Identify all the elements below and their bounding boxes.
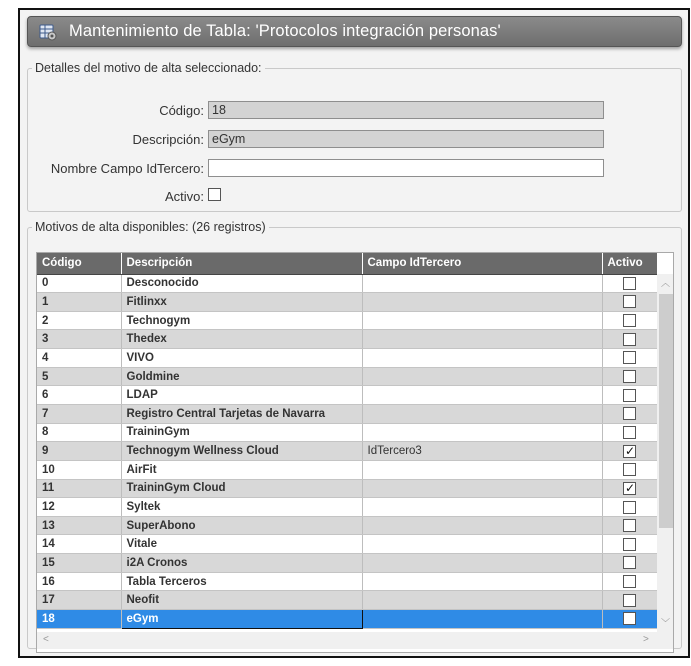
- cell-activo[interactable]: [602, 386, 657, 405]
- cell-descripcion[interactable]: i2A Cronos: [121, 554, 362, 573]
- cell-activo[interactable]: [602, 554, 657, 573]
- activo-row-checkbox[interactable]: [623, 445, 636, 458]
- cell-activo[interactable]: [602, 274, 657, 293]
- vertical-scrollbar[interactable]: [657, 274, 674, 632]
- cell-activo[interactable]: [602, 423, 657, 442]
- cell-activo[interactable]: [602, 349, 657, 368]
- cell-activo[interactable]: [602, 610, 657, 629]
- cell-activo[interactable]: [602, 442, 657, 461]
- cell-descripcion[interactable]: Desconocido: [121, 274, 362, 293]
- activo-row-checkbox[interactable]: [623, 277, 636, 290]
- table-row[interactable]: [37, 554, 657, 573]
- cell-descripcion[interactable]: Neofit: [121, 591, 362, 610]
- cell-campo-idtercero[interactable]: [362, 367, 602, 386]
- cell-campo-idtercero[interactable]: [362, 610, 602, 629]
- title-bar: [27, 16, 682, 47]
- activo-row-checkbox[interactable]: [623, 612, 636, 625]
- cell-descripcion[interactable]: TraininGym: [121, 423, 362, 442]
- cell-descripcion[interactable]: Vitale: [121, 535, 362, 554]
- table-row[interactable]: [37, 311, 657, 330]
- table-row[interactable]: [37, 274, 657, 293]
- activo-row-checkbox[interactable]: [623, 426, 636, 439]
- table-row[interactable]: [37, 404, 657, 423]
- cell-descripcion[interactable]: Thedex: [121, 330, 362, 349]
- cell-campo-idtercero[interactable]: [362, 404, 602, 423]
- cell-codigo[interactable]: 10: [37, 460, 121, 479]
- dialog-window: [18, 8, 690, 658]
- cell-activo[interactable]: [602, 479, 657, 498]
- scroll-left-icon[interactable]: <: [43, 634, 49, 645]
- cell-codigo[interactable]: 9: [37, 442, 121, 461]
- vertical-scroll-thumb[interactable]: [659, 294, 673, 528]
- activo-row-checkbox[interactable]: [623, 482, 636, 495]
- activo-row-checkbox[interactable]: [623, 463, 636, 476]
- cell-descripcion[interactable]: Technogym Wellness Cloud: [121, 442, 362, 461]
- window-title: Mantenimiento de Tabla: 'Protocolos integración personas': [69, 22, 501, 40]
- cell-codigo[interactable]: 6: [37, 386, 121, 405]
- activo-row-checkbox[interactable]: [623, 538, 636, 551]
- cell-descripcion[interactable]: LDAP: [121, 386, 362, 405]
- cell-campo-idtercero[interactable]: [362, 293, 602, 312]
- descripcion-label: Descripción:: [132, 132, 204, 147]
- activo-row-checkbox[interactable]: [623, 333, 636, 346]
- activo-row-checkbox[interactable]: [623, 575, 636, 588]
- cell-activo[interactable]: [602, 572, 657, 591]
- cell-activo[interactable]: [602, 311, 657, 330]
- descripcion-field[interactable]: [208, 130, 604, 148]
- cell-codigo[interactable]: 0: [37, 274, 121, 293]
- cell-descripcion[interactable]: eGym: [121, 610, 362, 629]
- cell-campo-idtercero[interactable]: [362, 330, 602, 349]
- cell-codigo[interactable]: 12: [37, 498, 121, 517]
- scroll-up-icon[interactable]: ︿: [661, 278, 671, 288]
- cell-campo-idtercero[interactable]: [362, 386, 602, 405]
- cell-descripcion[interactable]: Fitlinxx: [121, 293, 362, 312]
- list-group: [27, 220, 682, 649]
- cell-activo[interactable]: [602, 591, 657, 610]
- cell-codigo[interactable]: 3: [37, 330, 121, 349]
- cell-codigo[interactable]: 1: [37, 293, 121, 312]
- cell-descripcion[interactable]: Registro Central Tarjetas de Navarra: [121, 404, 362, 423]
- table-row[interactable]: [37, 293, 657, 312]
- table-row[interactable]: [37, 610, 657, 629]
- codigo-label: Código:: [159, 103, 204, 118]
- nombre-campo-field[interactable]: [208, 159, 604, 177]
- cell-campo-idtercero[interactable]: [362, 349, 602, 368]
- cell-descripcion[interactable]: AirFit: [121, 460, 362, 479]
- column-header-descripcion[interactable]: Descripción: [121, 253, 362, 274]
- table-row[interactable]: [37, 572, 657, 591]
- table-row[interactable]: [37, 516, 657, 535]
- activo-checkbox[interactable]: [208, 188, 221, 201]
- cell-campo-idtercero[interactable]: IdTercero3: [362, 442, 602, 461]
- codigo-field[interactable]: [208, 101, 604, 119]
- cell-codigo[interactable]: 4: [37, 349, 121, 368]
- cell-descripcion[interactable]: Technogym: [121, 311, 362, 330]
- cell-campo-idtercero[interactable]: [362, 311, 602, 330]
- records-grid[interactable]: [36, 252, 674, 653]
- table-row[interactable]: [37, 460, 657, 479]
- table-settings-icon: [38, 22, 58, 42]
- cell-campo-idtercero[interactable]: [362, 274, 602, 293]
- activo-row-checkbox[interactable]: [623, 314, 636, 327]
- cell-campo-idtercero[interactable]: [362, 423, 602, 442]
- cell-campo-idtercero[interactable]: [362, 572, 602, 591]
- table-row[interactable]: [37, 367, 657, 386]
- activo-row-checkbox[interactable]: [623, 519, 636, 532]
- table-row[interactable]: [37, 442, 657, 461]
- table-row[interactable]: [37, 535, 657, 554]
- table-row[interactable]: [37, 423, 657, 442]
- list-legend: Motivos de alta disponibles: (26 registros): [35, 220, 266, 234]
- activo-row-checkbox[interactable]: [623, 351, 636, 364]
- cell-codigo[interactable]: 14: [37, 535, 121, 554]
- cell-codigo[interactable]: 8: [37, 423, 121, 442]
- activo-row-checkbox[interactable]: [623, 370, 636, 383]
- records-body: [37, 274, 657, 628]
- activo-row-checkbox[interactable]: [623, 407, 636, 420]
- cell-campo-idtercero[interactable]: [362, 498, 602, 517]
- scroll-down-icon[interactable]: ﹀: [661, 618, 671, 628]
- cell-activo[interactable]: [602, 498, 657, 517]
- cell-descripcion[interactable]: TraininGym Cloud: [121, 479, 362, 498]
- cell-descripcion[interactable]: Goldmine: [121, 367, 362, 386]
- cell-codigo[interactable]: 7: [37, 404, 121, 423]
- nombre-campo-label: Nombre Campo IdTercero:: [50, 161, 204, 176]
- cell-activo[interactable]: [602, 367, 657, 386]
- table-row[interactable]: [37, 330, 657, 349]
- table-row[interactable]: [37, 498, 657, 517]
- cell-codigo[interactable]: 11: [37, 479, 121, 498]
- cell-campo-idtercero[interactable]: [362, 591, 602, 610]
- scroll-right-icon[interactable]: >: [643, 634, 649, 645]
- horizontal-scrollbar[interactable]: [37, 632, 674, 649]
- cell-codigo[interactable]: 2: [37, 311, 121, 330]
- activo-row-checkbox[interactable]: [623, 389, 636, 402]
- cell-activo[interactable]: [602, 330, 657, 349]
- column-header-codigo[interactable]: Código: [37, 253, 121, 274]
- activo-row-checkbox[interactable]: [623, 501, 636, 514]
- activo-row-checkbox[interactable]: [623, 295, 636, 308]
- cell-descripcion[interactable]: Tabla Terceros: [121, 572, 362, 591]
- cell-descripcion[interactable]: Syltek: [121, 498, 362, 517]
- records-table: [37, 253, 658, 629]
- table-row[interactable]: [37, 479, 657, 498]
- column-header-campo-idtercero[interactable]: Campo IdTercero: [362, 253, 602, 274]
- cell-campo-idtercero[interactable]: [362, 535, 602, 554]
- table-row[interactable]: [37, 349, 657, 368]
- cell-campo-idtercero[interactable]: [362, 460, 602, 479]
- cell-codigo[interactable]: 18: [37, 610, 121, 629]
- cell-codigo[interactable]: 17: [37, 591, 121, 610]
- cell-activo[interactable]: [602, 404, 657, 423]
- cell-descripcion[interactable]: VIVO: [121, 349, 362, 368]
- cell-activo[interactable]: [602, 460, 657, 479]
- cell-codigo[interactable]: 5: [37, 367, 121, 386]
- table-row[interactable]: [37, 591, 657, 610]
- details-legend: Detalles del motivo de alta seleccionado:: [35, 61, 262, 75]
- cell-campo-idtercero[interactable]: [362, 479, 602, 498]
- column-header-activo[interactable]: Activo: [602, 253, 657, 274]
- cell-campo-idtercero[interactable]: [362, 516, 602, 535]
- activo-label: Activo:: [164, 189, 204, 204]
- details-group: [27, 61, 682, 212]
- cell-activo[interactable]: [602, 535, 657, 554]
- cell-campo-idtercero[interactable]: [362, 554, 602, 573]
- activo-row-checkbox[interactable]: [623, 556, 636, 569]
- cell-descripcion[interactable]: SuperAbono: [121, 516, 362, 535]
- table-row[interactable]: [37, 386, 657, 405]
- cell-codigo[interactable]: 13: [37, 516, 121, 535]
- activo-row-checkbox[interactable]: [623, 594, 636, 607]
- cell-activo[interactable]: [602, 293, 657, 312]
- cell-codigo[interactable]: 16: [37, 572, 121, 591]
- cell-activo[interactable]: [602, 516, 657, 535]
- cell-codigo[interactable]: 15: [37, 554, 121, 573]
